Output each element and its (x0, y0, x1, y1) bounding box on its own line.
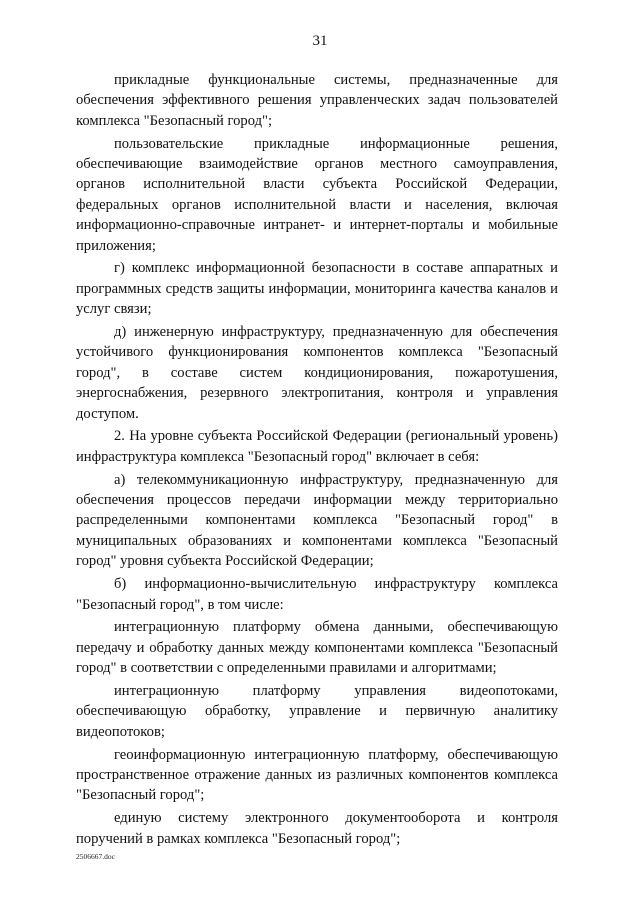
paragraph-item-g-security-complex: г) комплекс информационной безопасности в составе аппаратных и программных средств защиты информации, мониторинга качества каналов и услуг связи; (76, 260, 558, 318)
paragraph-item-b-computing-infrastructure: б) информационно-вычислительную инфраструктуру комплекса "Безопасный город", в том числе: (76, 576, 558, 613)
footer-file-code: 2506667.doc (76, 852, 115, 861)
paragraph-document-management-system: единую систему электронного документооборота и контроля поручений в рамках комплекса "Безопасный город"; (76, 810, 558, 847)
page-number: 31 (312, 33, 328, 49)
paragraph-user-applied-solutions: пользовательские прикладные информационные решения, обеспечивающие взаимодействие органов местного самоуправления, органов исполнительной власти субъекта Российской Федерации, федеральных органов исполнительной власти и населения, включая информационно-справочные интранет- и интернет-порталы и мобильные приложения; (76, 135, 558, 254)
paragraph-item-a-telecom-infrastructure: а) телекоммуникационную инфраструктуру, предназначенную для обеспечения процессов передачи информации между территориально распределенными компонентами комплекса "Безопасный город" в муниципальных образованиях и компонентами комплекса "Безопасный город" уровня субъекта Российской Федерации; (76, 471, 558, 570)
paragraph-applied-functional-systems: прикладные функциональные системы, предназначенные для обеспечения эффективного решения управленческих задач пользователей комплекса "Безопасный город"; (76, 72, 558, 129)
paragraph-item-d-engineering-infrastructure: д) инженерную инфраструктуру, предназначенную для обеспечения устойчивого функционирования компонентов комплекса "Безопасный город", в составе систем кондиционирования, пожаротушения, энергоснабжения, резервного электропитания, контроля и управления доступом. (76, 324, 558, 422)
paragraph-geoinformation-platform: геоинформационную интеграционную платформу, обеспечивающую пространственное отражение данных из различных компонентов комплекса "Безопасный город"; (76, 746, 558, 804)
paragraph-data-exchange-platform: интеграционную платформу обмена данными, обеспечивающую передачу и обработку данных между компонентами комплекса "Безопасный город" в соответствии с определенными правилами и алгоритмами; (76, 619, 558, 677)
document-body (76, 70, 558, 851)
paragraph-video-stream-platform: интеграционную платформу управления видеопотоками, обеспечивающую обработку, управление и первичную аналитику видеопотоков; (76, 682, 558, 740)
paragraph-section-2-regional-level: 2. На уровне субъекта Российской Федерации (региональный уровень) инфраструктура комплекса "Безопасный город" включает в себя: (76, 428, 558, 465)
